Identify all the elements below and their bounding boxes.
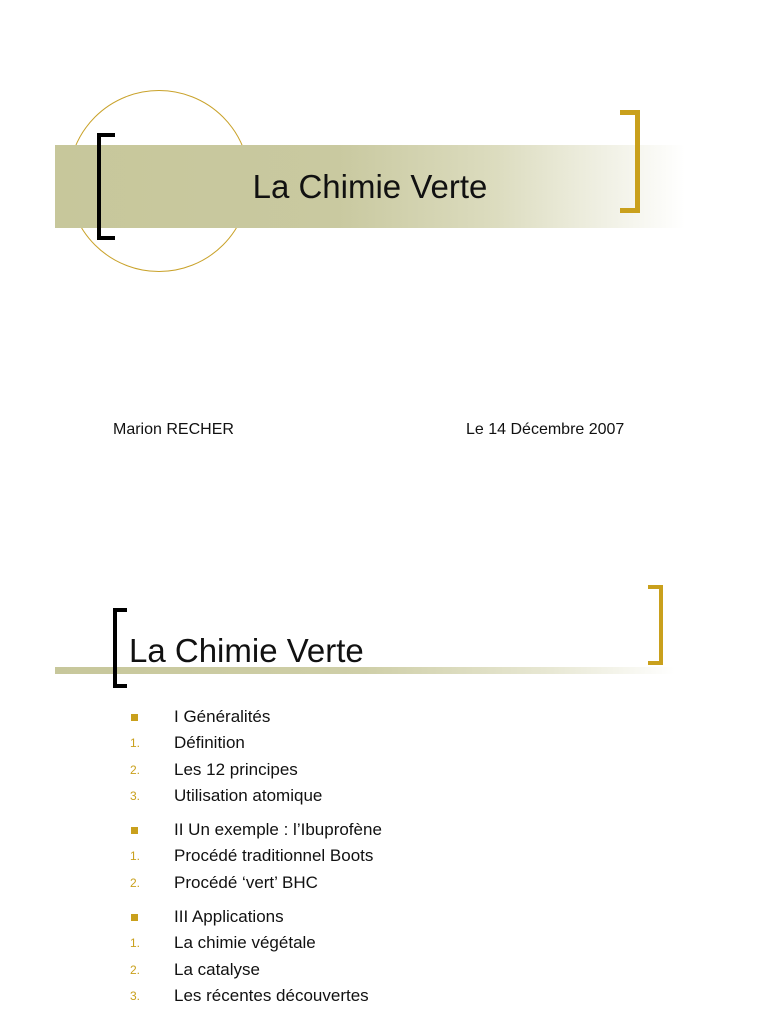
list-item <box>130 983 690 1009</box>
section-heading-row <box>130 904 690 930</box>
square-bullet-icon <box>131 827 138 834</box>
item-text: La catalyse <box>174 959 260 979</box>
section-heading: III Applications <box>174 907 284 927</box>
square-bullet-icon <box>131 914 138 921</box>
item-number: 1. <box>130 736 141 751</box>
outline-slide <box>0 512 768 1024</box>
item-text: Définition <box>174 733 245 753</box>
item-number: 3. <box>130 788 141 803</box>
item-text: Utilisation atomique <box>174 785 323 805</box>
item-number: 2. <box>130 875 141 890</box>
slide-title: La Chimie Verte <box>252 168 488 205</box>
list-item <box>130 957 690 983</box>
outline-section <box>130 904 690 1009</box>
list-item <box>130 930 690 956</box>
item-number: 2. <box>130 762 141 777</box>
item-text: Procédé traditionnel Boots <box>174 846 374 866</box>
item-number: 1. <box>130 936 141 951</box>
section-heading: I Généralités <box>174 707 271 726</box>
outline-section <box>130 704 690 809</box>
section-heading: II Un exemple : l’Ibuprofène <box>174 820 382 840</box>
item-number: 3. <box>130 988 141 1003</box>
right-bracket-icon <box>648 585 663 665</box>
list-item <box>130 843 690 869</box>
left-bracket-icon <box>97 133 115 240</box>
list-item <box>130 757 690 783</box>
square-bullet-icon <box>131 714 138 721</box>
item-text: La chimie végétale <box>174 933 316 953</box>
presentation-date: Le 14 Décembre 2007 <box>466 421 625 438</box>
item-number: 1. <box>130 849 141 864</box>
list-item <box>130 870 690 896</box>
author-name: Marion RECHER <box>113 421 234 438</box>
slide-title: La Chimie Verte <box>129 632 364 669</box>
item-text: Les récentes découvertes <box>174 985 369 1005</box>
item-number: 2. <box>130 962 141 977</box>
list-item <box>130 783 690 809</box>
section-heading-row <box>130 817 690 843</box>
item-text: Les 12 principes <box>174 759 298 779</box>
outline-list <box>130 704 690 1017</box>
left-bracket-icon <box>113 608 127 688</box>
section-heading-row <box>130 704 690 730</box>
item-text: Procédé ‘vert’ BHC <box>174 872 318 892</box>
right-bracket-icon <box>620 110 640 213</box>
list-item <box>130 730 690 756</box>
outline-section <box>130 817 690 896</box>
